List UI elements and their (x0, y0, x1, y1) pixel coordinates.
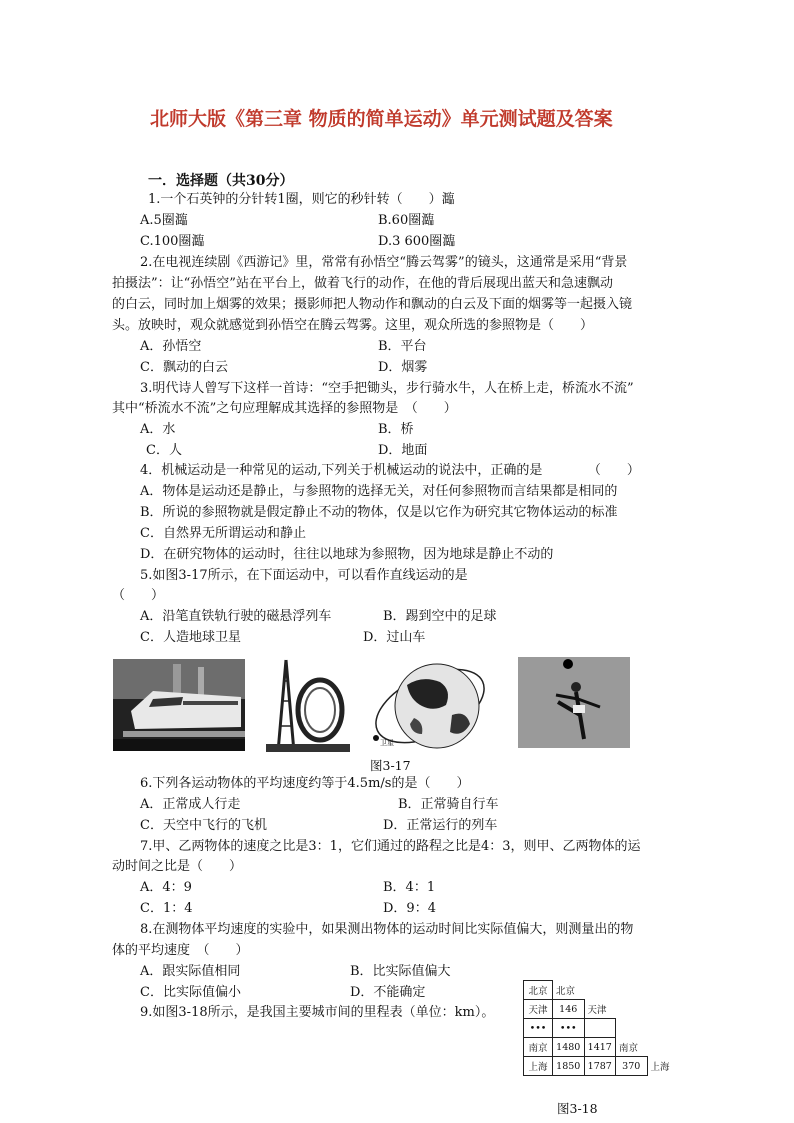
q5-option-c: C．人造地球卫星 (140, 630, 241, 645)
q7-option-a: A．4：9 (140, 880, 192, 895)
q8-option-c: C．比实际值偏小 (140, 985, 241, 1000)
q4-option-c: C．自然界无所谓运动和静止 (140, 526, 306, 541)
mileage-table (523, 980, 679, 1076)
table-cell: 370 (616, 1057, 648, 1076)
q5-option-a: A．沿笔直铁轨行驶的磁悬浮列车 (140, 609, 332, 624)
table-cell: 1787 (584, 1057, 616, 1076)
q6-option-c: C．天空中飞行的飞机 (140, 818, 267, 833)
q6-stem: 6.下列各运动物体的平均速度约等于4.5m/s的是（ ） (140, 776, 470, 791)
q5-answer-paren: （ ） (112, 588, 165, 603)
table-row (524, 1019, 679, 1038)
q4-option-b: B．所说的参照物就是假定静止不动的物体，仅是以它作为研究其它物体运动的标准 (140, 505, 618, 520)
q7-option-c: C．1：4 (140, 901, 193, 916)
q8-line-2: 体的平均速度 （ ） (112, 943, 249, 958)
q3-option-b: B．桥 (378, 422, 414, 437)
q2-option-d: D．烟雾 (378, 360, 428, 375)
table-cell (647, 1019, 679, 1038)
q1-option-b: B.60圈瀶 (378, 213, 435, 228)
table-cell (584, 981, 616, 1000)
q5-option-d: D．过山车 (363, 630, 426, 645)
table-cell: 146 (553, 1000, 585, 1019)
q9-stem: 9.如图3-18所示，是我国主要城市间的里程表（单位：km）。 (140, 1005, 495, 1020)
figure-3-17-caption: 图3-17 (370, 758, 411, 773)
q4-option-a: A．物体是运动还是静止，与参照物的选择无关，对任何参照物而言结果都是相同的 (140, 484, 618, 499)
q1-option-a: A.5圈瀶 (140, 213, 188, 228)
table-cell: 南京 (619, 1042, 639, 1054)
table-cell: ••• (553, 1019, 585, 1038)
table-cell: 北京 (556, 985, 576, 997)
table-cell: 1480 (553, 1038, 585, 1057)
q1-option-d: D.3 600圈瀶 (378, 234, 456, 249)
table-cell: 上海 (524, 1057, 553, 1076)
page-title: 北师大版《第三章 物质的简单运动》单元测试题及答案 (150, 108, 613, 130)
section-heading: 一．选择题（共30分） (148, 173, 294, 189)
table-cell: 北京 (524, 981, 553, 1000)
figure-3-18-caption: 图3-18 (557, 1101, 598, 1116)
q2-line-2: 拍摄法”：让“孙悟空”站在平台上，做着飞行的动作，在他的背后展现出蓝天和急速飘动 (112, 276, 613, 291)
table-row (524, 1038, 679, 1057)
q2-option-a: A．孙悟空 (140, 339, 202, 354)
q3-line-1: 3.明代诗人曾写下这样一首诗：“空手把锄头，步行骑水牛，人在桥上走，桥流水不流” (140, 381, 634, 396)
table-cell (647, 1038, 679, 1057)
table-cell (616, 1019, 648, 1038)
roller-coaster-image (266, 656, 350, 752)
table-row (524, 1057, 679, 1076)
table-cell (616, 1000, 648, 1019)
q8-option-b: B．比实际值偏大 (350, 964, 451, 979)
q4-stem: 4．机械运动是一种常见的运动,下列关于机械运动的说法中，正确的是 （ ） (140, 463, 640, 478)
q5-option-b: B．踢到空中的足球 (383, 609, 497, 624)
maglev-train-image (113, 659, 245, 751)
q2-line-3: 的白云，同时加上烟雾的效果；摄影师把人物动作和飘动的白云及下面的烟雾等一起摄入镜 (112, 297, 633, 312)
q2-option-b: B．平台 (378, 339, 427, 354)
q8-line-1: 8.在测物体平均速度的实验中，如果测出物体的运动时间比实际值偏大，则测量出的物 (140, 922, 634, 937)
table-cell (584, 1019, 616, 1038)
q2-line-1: 2.在电视连续剧《西游记》里，常常有孙悟空“腾云驾雾”的镜头，这通常是采用“背景 (140, 255, 628, 270)
q5-stem: 5.如图3-17所示，在下面运动中，可以看作直线运动的是 (140, 568, 468, 583)
q3-option-d: D．地面 (378, 443, 428, 458)
q6-option-a: A．正常成人行走 (140, 797, 241, 812)
q2-line-4: 头。放映时，观众就感觉到孙悟空在腾云驾雾。这里，观众所选的参照物是（ ） (112, 318, 594, 333)
q4-option-d: D．在研究物体的运动时，往往以地球为参照物，因为地球是静止不动的 (140, 547, 554, 562)
table-cell: 天津 (524, 1000, 553, 1019)
q3-option-c: C．人 (146, 443, 182, 458)
q7-option-b: B．4：1 (383, 880, 436, 895)
table-cell: 南京 (524, 1038, 553, 1057)
q6-option-b: B．正常骑自行车 (398, 797, 499, 812)
table-cell (647, 1000, 679, 1019)
table-cell: ••• (524, 1019, 553, 1038)
satellite-label: 卫星 (380, 739, 394, 747)
q6-option-d: D．正常运行的列车 (383, 818, 498, 833)
football-kick-image (518, 657, 630, 748)
q8-option-a: A．跟实际值相同 (140, 964, 241, 979)
table-cell: 上海 (650, 1062, 670, 1073)
q7-option-d: D．9：4 (383, 901, 436, 916)
table-row (524, 981, 679, 1000)
table-cell: 天津 (587, 1004, 607, 1016)
q1-stem: 1.一个石英钟的分针转1圈，则它的秒针转（ ）瀶 (148, 192, 455, 207)
q3-line-2: 其中“桥流水不流”之句应理解成其选择的参照物是 （ ） (112, 401, 457, 416)
table-cell: 1850 (553, 1057, 585, 1076)
satellite-orbit-earth-image (362, 660, 492, 752)
q8-option-d: D．不能确定 (350, 985, 426, 1000)
q7-line-1: 7.甲、乙两物体的速度之比是3：1，它们通过的路程之比是4：3，则甲、乙两物体的运 (140, 839, 641, 854)
q1-option-c: C.100圈瀶 (140, 234, 205, 249)
q7-line-2: 动时间之比是（ ） (112, 859, 243, 874)
q3-option-a: A．水 (140, 422, 176, 437)
table-cell: 1417 (584, 1038, 616, 1057)
table-row (524, 1000, 679, 1019)
q2-option-c: C．飘动的白云 (140, 360, 228, 375)
table-cell (616, 981, 648, 1000)
table-cell (647, 981, 679, 1000)
